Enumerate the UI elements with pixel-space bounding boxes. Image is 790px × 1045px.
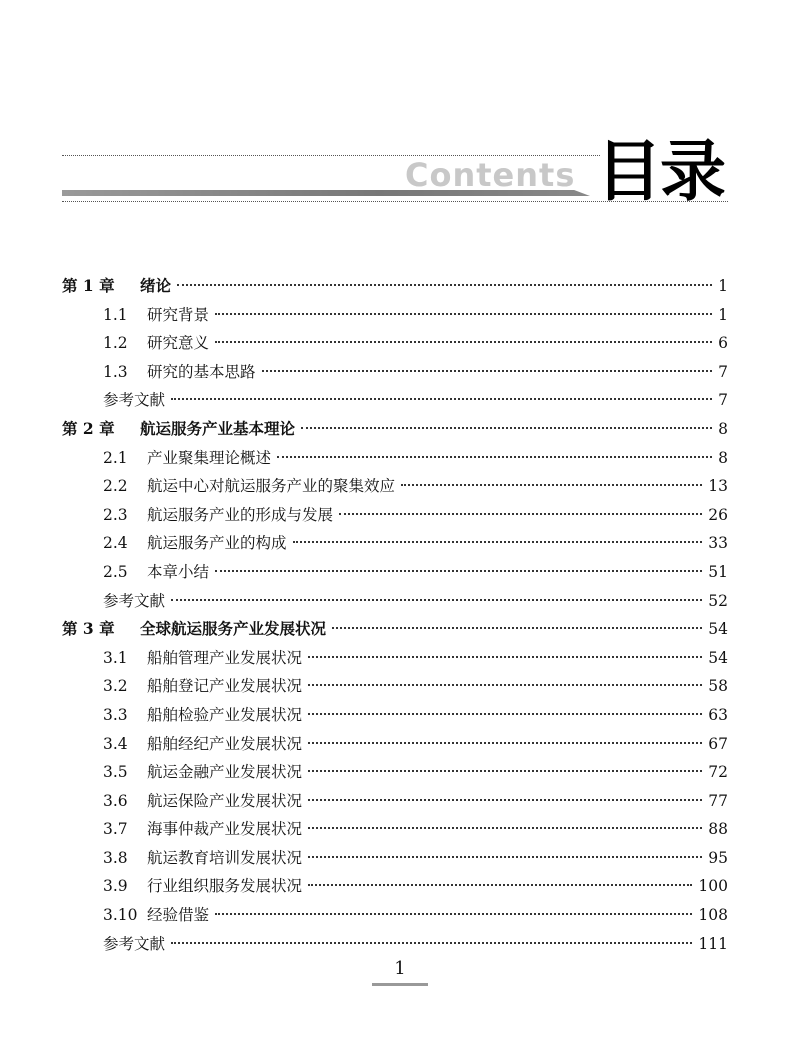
- toc-section-entry[interactable]: [62, 558, 728, 587]
- toc-section-entry[interactable]: [62, 329, 728, 358]
- entry-page: 52: [708, 591, 728, 610]
- dot-leader: [332, 627, 702, 629]
- entry-number: 1.3: [103, 362, 128, 381]
- dot-leader: [262, 370, 713, 372]
- dot-leader: [215, 313, 712, 315]
- page-number: 1: [394, 958, 406, 979]
- entry-page: 63: [708, 705, 728, 724]
- dot-leader: [308, 856, 702, 858]
- entry-title: 绪论: [140, 276, 172, 295]
- entry-number: 3.9: [103, 877, 128, 896]
- entry-title: 本章小结: [147, 562, 210, 581]
- page-number-underline: [372, 983, 428, 986]
- entry-number: 1.2: [103, 334, 128, 353]
- entry-page: 95: [708, 848, 728, 867]
- entry-page: 1: [718, 277, 728, 295]
- dot-leader: [215, 913, 692, 915]
- entry-number: 2.1: [103, 448, 128, 467]
- entry-title: 经验借鉴: [147, 906, 210, 925]
- toc-chapter-entry[interactable]: [62, 415, 728, 444]
- entry-page: 111: [698, 934, 728, 953]
- toc-section-entry[interactable]: [62, 444, 728, 473]
- entry-page: 54: [708, 648, 728, 667]
- dot-leader: [177, 284, 712, 286]
- dot-leader: [301, 427, 712, 429]
- dot-leader: [171, 398, 712, 400]
- toc-section-entry[interactable]: [62, 672, 728, 701]
- entry-page: 33: [708, 534, 728, 553]
- toc-section-entry[interactable]: [62, 701, 728, 730]
- entry-title: 航运教育培训发展状况: [147, 848, 303, 867]
- toc-chapter-entry[interactable]: [62, 272, 728, 301]
- entry-title: 研究意义: [147, 334, 210, 353]
- entry-page: 77: [708, 791, 728, 810]
- toc-section-entry[interactable]: [62, 787, 728, 816]
- toc-references-entry[interactable]: [62, 587, 728, 616]
- entry-title: 航运服务产业的形成与发展: [147, 505, 334, 524]
- dot-leader: [171, 942, 692, 944]
- toc-section-entry[interactable]: [62, 901, 728, 930]
- entry-page: 58: [708, 677, 728, 696]
- dot-leader: [308, 799, 702, 801]
- entry-title: 全球航运服务产业发展状况: [140, 619, 327, 639]
- toc-section-entry[interactable]: [62, 501, 728, 530]
- entry-page: 67: [708, 734, 728, 753]
- dot-leader: [171, 599, 702, 601]
- dot-leader: [308, 742, 702, 744]
- title-english: Contents: [405, 156, 576, 194]
- toc-chapter-entry[interactable]: [62, 615, 728, 644]
- entry-page: 72: [708, 763, 728, 782]
- entry-number: 第 1 章: [62, 276, 115, 295]
- dot-leader: [308, 684, 702, 686]
- entry-page: 88: [708, 820, 728, 839]
- entry-title: 船舶管理产业发展状况: [147, 648, 303, 667]
- dot-leader: [293, 541, 703, 543]
- entry-title: 研究的基本思路: [147, 362, 256, 381]
- entry-number: 3.7: [103, 820, 128, 839]
- entry-number: 3.8: [103, 848, 128, 867]
- toc-section-entry[interactable]: [62, 730, 728, 759]
- entry-page: 1: [718, 305, 728, 324]
- entry-page: 13: [708, 477, 728, 496]
- toc-section-entry[interactable]: [62, 472, 728, 501]
- toc-section-entry[interactable]: [62, 758, 728, 787]
- entry-title: 研究背景: [147, 305, 210, 324]
- entry-page: 7: [718, 391, 728, 410]
- toc-section-entry[interactable]: [62, 301, 728, 330]
- dot-leader: [308, 656, 702, 658]
- entry-page: 8: [718, 419, 728, 438]
- entry-page: 8: [718, 448, 728, 467]
- entry-number: 2.2: [103, 477, 128, 496]
- entry-title: 船舶检验产业发展状况: [147, 705, 303, 724]
- entry-page: 7: [718, 362, 728, 381]
- entry-title: 航运服务产业的构成: [147, 534, 287, 553]
- toc-section-entry[interactable]: [62, 358, 728, 387]
- toc-section-entry[interactable]: [62, 844, 728, 873]
- entry-title: 船舶经纪产业发展状况: [147, 734, 303, 753]
- entry-number: 2.5: [103, 562, 128, 581]
- dot-leader: [215, 570, 702, 572]
- toc-references-entry[interactable]: [62, 386, 728, 415]
- entry-number: 2.4: [103, 534, 128, 553]
- entry-page: 26: [708, 505, 728, 524]
- title-chinese: 目录: [596, 133, 724, 210]
- entry-number: 3.1: [103, 648, 128, 667]
- toc-section-entry[interactable]: [62, 644, 728, 673]
- entry-title: 参考文献: [103, 391, 166, 410]
- entry-number: 3.10: [103, 906, 138, 925]
- dot-leader: [277, 456, 712, 458]
- entry-title: 产业聚集理论概述: [147, 448, 272, 467]
- dot-leader: [215, 341, 712, 343]
- entry-number: 第 3 章: [62, 619, 115, 639]
- toc-references-entry[interactable]: [62, 930, 728, 959]
- entry-number: 1.1: [103, 305, 128, 324]
- entry-page: 51: [708, 562, 728, 581]
- entry-number: 第 2 章: [62, 418, 115, 438]
- entry-title: 参考文献: [103, 934, 166, 953]
- entry-number: 3.2: [103, 677, 128, 696]
- entry-title: 航运中心对航运服务产业的聚集效应: [147, 477, 396, 496]
- dot-leader: [308, 827, 702, 829]
- toc-section-entry[interactable]: [62, 529, 728, 558]
- toc-section-entry[interactable]: [62, 815, 728, 844]
- entry-number: 2.3: [103, 505, 128, 524]
- entry-title: 航运服务产业基本理论: [140, 418, 296, 438]
- entry-number: 3.4: [103, 734, 128, 753]
- entry-page: 100: [698, 877, 728, 896]
- toc-section-entry[interactable]: [62, 872, 728, 901]
- entry-title: 航运保险产业发展状况: [147, 791, 303, 810]
- dot-leader: [401, 484, 702, 486]
- dot-leader: [308, 884, 692, 886]
- entry-page: 108: [698, 906, 728, 925]
- dot-leader: [339, 513, 702, 515]
- table-of-contents: [62, 272, 728, 958]
- entry-title: 参考文献: [103, 591, 166, 610]
- entry-number: 3.3: [103, 705, 128, 724]
- dot-leader: [308, 770, 702, 772]
- entry-page: 6: [718, 334, 728, 353]
- entry-title: 船舶登记产业发展状况: [147, 677, 303, 696]
- entry-number: 3.5: [103, 763, 128, 782]
- entry-title: 航运金融产业发展状况: [147, 763, 303, 782]
- dot-leader: [308, 713, 702, 715]
- entry-page: 54: [708, 620, 728, 639]
- entry-number: 3.6: [103, 791, 128, 810]
- entry-title: 海事仲裁产业发展状况: [147, 820, 303, 839]
- entry-title: 行业组织服务发展状况: [147, 877, 303, 896]
